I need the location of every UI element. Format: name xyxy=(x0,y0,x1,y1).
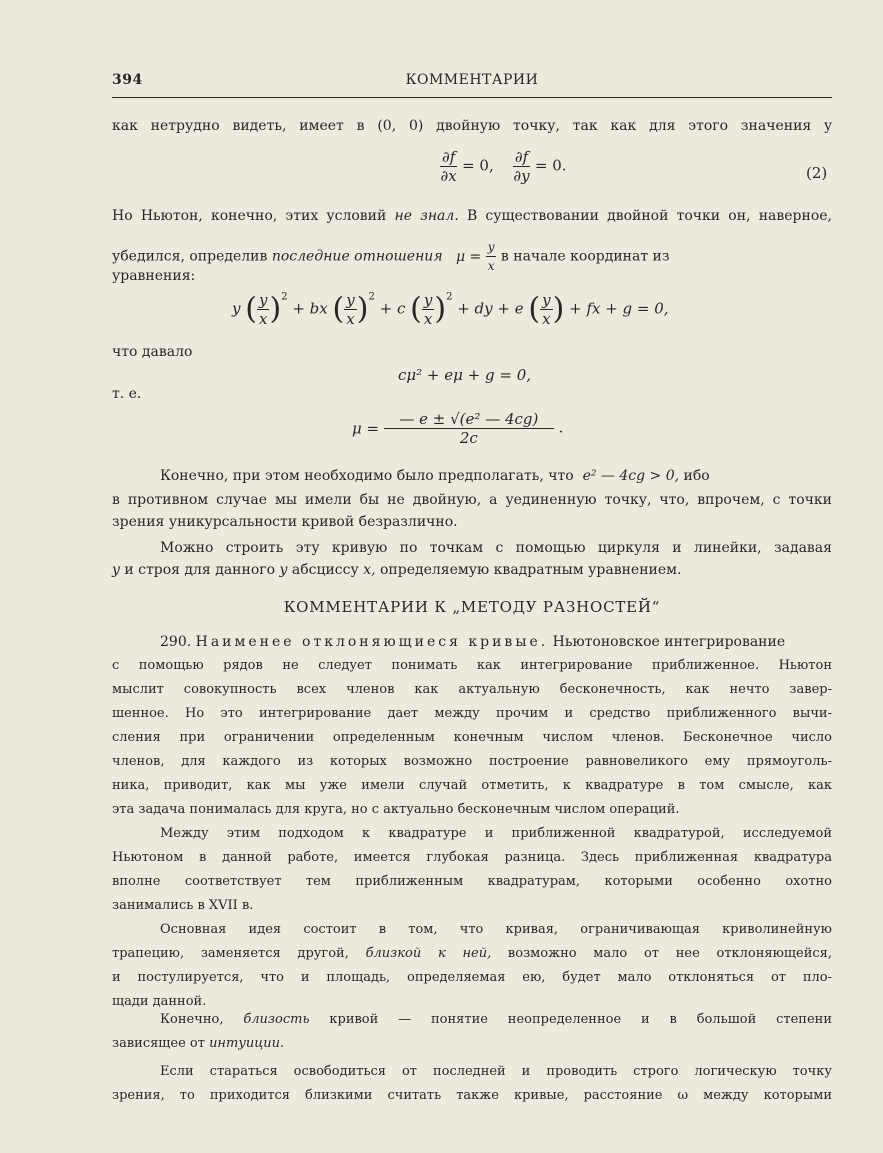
text-line: ника, приводит, как мы уже имели случай отметить, к квадратуре в том смысле, как xyxy=(112,778,832,793)
text-line: Конечно, близость кривой — понятие неопределенное и в большой степени xyxy=(160,1012,832,1027)
text-line: Ньютоном в данной работе, имеется глубокая разница. Здесь приближенная квадратура xyxy=(112,850,832,865)
text-line: с помощью рядов не следует понимать как интегрирование приближенное. Ньютон xyxy=(112,658,832,673)
paragraph-290-first-line: 290. Наименее отклоняющиеся кривые. Ньютоновское интегрирование xyxy=(160,634,786,650)
main-equation: y ( $\frac{y}{x}$ )$^2$ + bx ( $\frac{y}{x}$ )$^2$ + c ( $\frac{y}{x}$ )$^2$ + dy + e ( $\frac{y}{x}$ ) + fx + g = 0, xyxy=(232,291,669,328)
text-line: шенное. Но это интегрирование дает между прочим и средство приближенного вычи- xyxy=(112,706,832,721)
equation-2: $\frac{\partial f}{\partial x}$ = 0, $\frac{\partial f}{\partial y}$ = 0. xyxy=(440,148,567,185)
text-line: щади данной. xyxy=(112,994,207,1009)
text-line: трапецию, заменяется другой, близкой к ней, возможно мало от нее отклоняющейся, xyxy=(112,946,832,961)
text-line: зрения уникурсальности кривой безразлично. xyxy=(112,514,458,530)
quadratic-equation: cμ² + eμ + g = 0, xyxy=(398,366,532,384)
header-rule xyxy=(112,97,832,98)
text-line: Но Ньютон, конечно, этих условий не знал. В существовании двойной точки он, наверное, xyxy=(112,208,832,224)
text-line: уравнения: xyxy=(112,268,196,284)
text-line: как нетрудно видеть, имеет в (0, 0) двойную точку, так как для этого значения y xyxy=(112,118,832,134)
text-line: мыслит совокупность всех членов как актуальную бесконечность, как нечто завер- xyxy=(112,682,832,697)
text-line: y и строя для данного y абсциссу x, определяемую квадратным уравнением. xyxy=(112,562,682,578)
root-formula: μ = $\frac{\text{— e ± √(e² — 4cg)}}{2c}$ . xyxy=(352,410,564,447)
running-header xyxy=(112,72,832,92)
text-line: Конечно, при этом необходимо было предполагать, что e² — 4cg > 0, ибо xyxy=(160,468,710,484)
text-line: зрения, то приходится близкими считать также кривые, расстояние ω между которыми xyxy=(112,1088,832,1103)
text-line: в противном случае мы имели бы не двойную, а уединенную точку, что, впрочем, с точки xyxy=(112,492,832,508)
text-line: Основная идея состоит в том, что кривая, ограничивающая криволинейную xyxy=(160,922,832,937)
text-line: занимались в XVII в. xyxy=(112,898,254,913)
text-line: зависящее от интуиции. xyxy=(112,1036,285,1051)
section-title: КОММЕНТАРИИ К „МЕТОДУ РАЗНОСТЕЙ“ xyxy=(283,598,661,616)
text-line: что давало xyxy=(112,344,193,360)
text-line: Можно строить эту кривую по точкам с помощью циркуля и линейки, задавая xyxy=(160,540,832,556)
equation-number: (2) xyxy=(806,164,828,182)
text-line: Между этим подходом к квадратуре и приближенной квадратурой, исследуемой xyxy=(160,826,832,841)
page-number: 394 xyxy=(112,72,143,88)
text-line: вполне соответствует тем приближенным квадратурам, которыми особенно охотно xyxy=(112,874,832,889)
text-line: убедился, определив последние отношения μ = $\frac{y}{x}$ в начале координат из xyxy=(112,240,670,273)
text-line: сления при ограничении определенным конечным числом членов. Бесконечное число xyxy=(112,730,832,745)
text-line: Если стараться освободиться от последней и проводить строго логическую точку xyxy=(160,1064,832,1079)
text-line: эта задача понималась для круга, но с актуально бесконечным числом операций. xyxy=(112,802,680,817)
text-line: членов, для каждого из которых возможно построение равновеликого ему прямоуголь- xyxy=(112,754,832,769)
text-line: т. е. xyxy=(112,386,142,402)
text-line: и постулируется, что и площадь, определяемая ею, будет мало отклоняться от пло- xyxy=(112,970,832,985)
running-title: КОММЕНТАРИИ xyxy=(405,72,539,88)
